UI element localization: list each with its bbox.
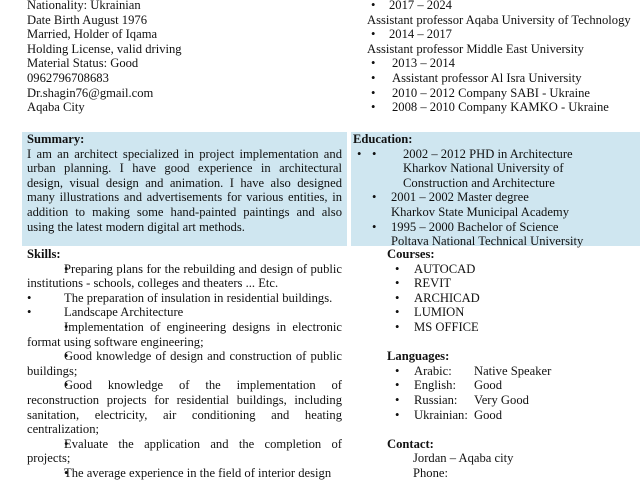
- language-level: Native Speaker: [474, 363, 552, 378]
- language-level: Very Good: [474, 392, 529, 407]
- course-item: • REVIT: [387, 276, 637, 291]
- summary-panel: [22, 132, 347, 246]
- education-degree: 2001 – 2002 Master degree: [391, 190, 529, 205]
- course-item: • AUTOCAD: [387, 262, 637, 277]
- education-panel: [351, 132, 640, 249]
- education-school: Kharkov National University of: [403, 161, 564, 176]
- skill-item: • Good knowledge of design and construction of public buildings;: [27, 349, 342, 378]
- language-name: Russian:: [414, 392, 458, 407]
- experience-item: • 2008 – 2010 Company KAMKO - Ukraine: [367, 100, 637, 115]
- language-name: English:: [414, 378, 456, 393]
- contact-title: Contact:: [387, 436, 434, 451]
- education-item: • 2001 – 2002 Master degree Kharkov State Municipal Academy: [353, 190, 638, 219]
- skill-item: • Implementation of engineering designs in electronic format using software engineering;: [27, 320, 342, 349]
- experience-item: • Assistant professor Al Isra University: [367, 71, 637, 86]
- education-school: Construction and Architecture: [403, 175, 555, 190]
- skill-item: • The average experience in the field of interior design: [27, 466, 342, 481]
- course-item: • MS OFFICE: [387, 320, 637, 335]
- nationality: Nationality: Ukrainian: [27, 0, 141, 12]
- skills-title: Skills:: [27, 247, 61, 261]
- contact-phone-label: Phone:: [413, 465, 448, 480]
- education-school: Kharkov State Municipal Academy: [391, 204, 570, 219]
- language-item: [387, 364, 637, 379]
- education-item: • • 2002 – 2012 PHD in Architecture Kharkov National University of Construction and Architecture: [353, 147, 638, 191]
- language-item: [387, 408, 637, 423]
- language-name: Ukrainian:: [414, 407, 468, 422]
- experience-year: • 2017 – 2024: [367, 0, 637, 13]
- driving-license: Holding License, valid driving: [27, 41, 182, 56]
- skill-item: • The preparation of insulation in residential buildings.: [27, 291, 342, 306]
- education-item: • 1995 – 2000 Bachelor of Science Poltava National Technical University: [353, 220, 638, 249]
- phone-number: 0962796708683: [27, 70, 109, 85]
- marital-status: Married, Holder of Iqama: [27, 27, 158, 42]
- birth-date: Date Birth August 1976: [27, 12, 147, 27]
- summary-text: I am an architect specialized in project implementation and urban planning. I have good experience in architectural design, visual design and animation. I have also designed many illustrations and advertisements for various entities, in addition to making some hand-painted paintings and also using the latest modern digital art methods.: [27, 146, 342, 234]
- experience-role: Assistant professor Middle East University: [367, 41, 584, 56]
- contact-location: Jordan – Aqaba city: [413, 451, 514, 466]
- skill-item: • Good knowledge of the implementation of reconstruction projects for residential buildings, including sanitation, electricity, air conditioning and heating centralization;: [27, 378, 342, 436]
- language-name: Arabic:: [414, 363, 452, 378]
- skill-item: • Landscape Architecture: [27, 305, 342, 320]
- courses-title: Courses:: [387, 247, 435, 261]
- language-item: [387, 378, 637, 393]
- experience-role: Assistant professor Aqaba University of Technology: [367, 12, 631, 27]
- skill-item: • Preparing plans for the rebuilding and design of public institutions - schools, colleges and theaters ... Etc.: [27, 262, 342, 291]
- education-school: Poltava National Technical University: [391, 234, 584, 249]
- skills-section: [27, 247, 342, 481]
- education-title: Education:: [353, 132, 413, 146]
- skill-item: • Evaluate the application and the completion of projects;: [27, 437, 342, 466]
- experience-year: • 2014 – 2017: [367, 27, 637, 42]
- language-item: [387, 393, 637, 408]
- education-degree: 2002 – 2012 PHD in Architecture: [403, 146, 573, 161]
- summary-title: Summary:: [27, 132, 85, 146]
- personal-info: [27, 0, 342, 115]
- experience-year: • 2013 – 2014: [367, 56, 637, 71]
- language-level: Good: [474, 378, 502, 393]
- languages-title: Languages:: [387, 349, 450, 364]
- email: Dr.shagin76@gmail.com: [27, 85, 154, 100]
- language-level: Good: [474, 407, 502, 422]
- city: Aqaba City: [27, 100, 85, 115]
- right-column-bottom: [387, 247, 637, 481]
- experience-list: [367, 0, 637, 115]
- course-item: • LUMION: [387, 305, 637, 320]
- summary-education-band: [0, 132, 640, 249]
- material-status: Material Status: Good: [27, 56, 139, 71]
- experience-item: • 2010 – 2012 Company SABI - Ukraine: [367, 86, 637, 101]
- education-degree: 1995 – 2000 Bachelor of Science: [391, 219, 559, 234]
- course-item: • ARCHICAD: [387, 291, 637, 306]
